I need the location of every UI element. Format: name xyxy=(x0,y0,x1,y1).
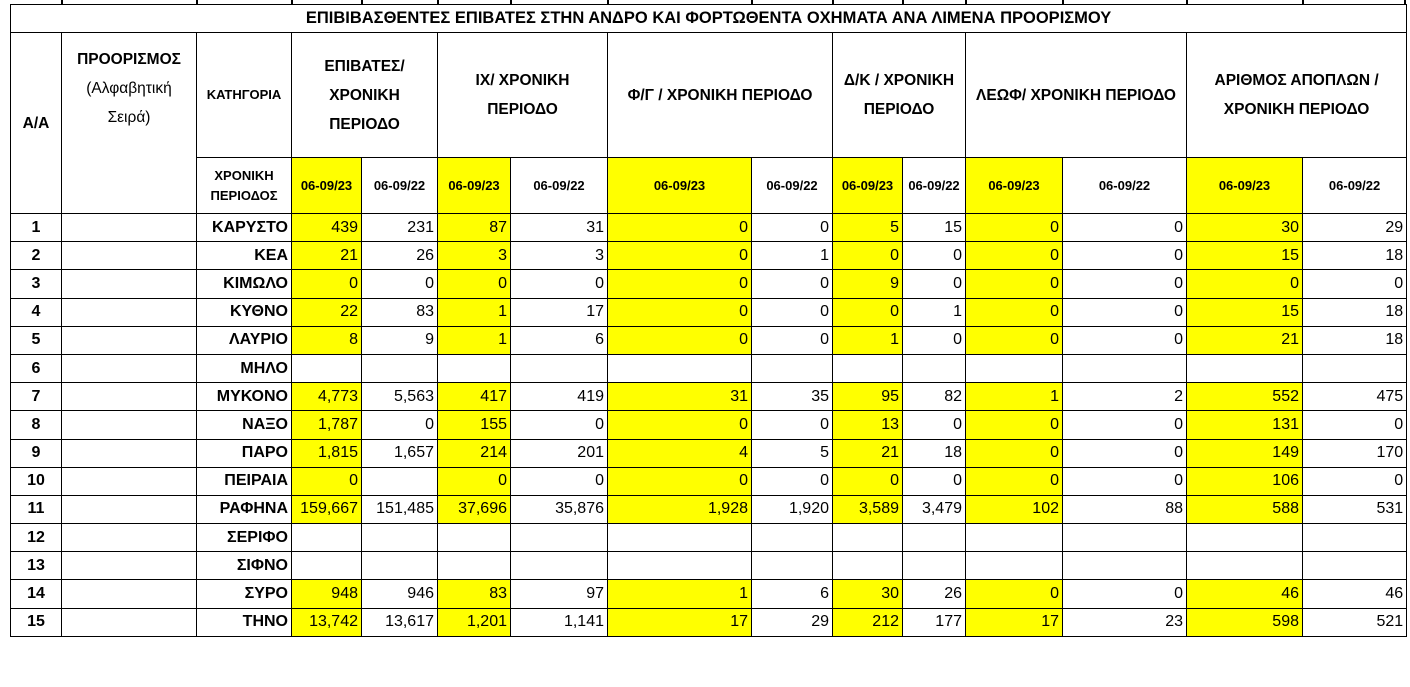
value-previous: 0 xyxy=(752,326,833,354)
value-previous xyxy=(362,354,438,382)
value-previous xyxy=(1303,552,1407,580)
destination-name: ΣΥΡΟ xyxy=(197,580,292,608)
value-current: 83 xyxy=(438,580,511,608)
destination-name: ΚΙΜΩΛΟ xyxy=(197,270,292,298)
row-spacer xyxy=(62,580,197,608)
destination-name: ΜΗΛΟ xyxy=(197,354,292,382)
value-current: 21 xyxy=(833,439,903,467)
table-row xyxy=(11,242,1407,270)
header-destination-label: ΠΡΟΟΡΙΣΜΟΣ xyxy=(77,51,181,68)
value-previous: 177 xyxy=(903,608,966,636)
table-row xyxy=(11,270,1407,298)
value-previous: 0 xyxy=(1303,270,1407,298)
value-previous: 0 xyxy=(1063,326,1187,354)
row-number: 11 xyxy=(11,495,62,523)
destination-name: ΚΑΡΥΣΤΟ xyxy=(197,214,292,242)
header-date-previous: 06-09/22 xyxy=(1063,158,1187,214)
value-current: 4,773 xyxy=(292,383,362,411)
destination-name: ΛΑΥΡΙΟ xyxy=(197,326,292,354)
value-current: 95 xyxy=(833,383,903,411)
header-group-tankers: Δ/Κ / ΧΡΟΝΙΚΗ ΠΕΡΙΟΔΟ xyxy=(833,33,966,158)
value-previous: 0 xyxy=(511,270,608,298)
table-row xyxy=(11,552,1407,580)
value-current: 0 xyxy=(966,298,1063,326)
value-current: 1,928 xyxy=(608,495,752,523)
header-date-previous: 06-09/22 xyxy=(362,158,438,214)
value-previous: 18 xyxy=(903,439,966,467)
value-previous: 0 xyxy=(903,270,966,298)
table-row xyxy=(11,524,1407,552)
header-date-previous: 06-09/22 xyxy=(752,158,833,214)
value-previous xyxy=(903,354,966,382)
value-previous: 18 xyxy=(1303,242,1407,270)
value-current: 0 xyxy=(608,298,752,326)
value-current xyxy=(966,354,1063,382)
header-group-departures: ΑΡΙΘΜΟΣ ΑΠΟΠΛΩΝ / ΧΡΟΝΙΚΗ ΠΕΡΙΟΔΟ xyxy=(1187,33,1407,158)
value-previous: 17 xyxy=(511,298,608,326)
row-spacer xyxy=(62,467,197,495)
row-number: 15 xyxy=(11,608,62,636)
value-current xyxy=(966,552,1063,580)
value-current: 3,589 xyxy=(833,495,903,523)
header-date-previous: 06-09/22 xyxy=(1303,158,1407,214)
destination-name: ΣΙΦΝΟ xyxy=(197,552,292,580)
table-row xyxy=(11,354,1407,382)
row-spacer xyxy=(62,608,197,636)
value-current: 0 xyxy=(292,270,362,298)
value-previous: 26 xyxy=(362,242,438,270)
value-current: 214 xyxy=(438,439,511,467)
header-date-current: 06-09/23 xyxy=(292,158,362,214)
value-current: 0 xyxy=(833,242,903,270)
value-current: 0 xyxy=(608,270,752,298)
value-current: 17 xyxy=(608,608,752,636)
value-previous xyxy=(752,354,833,382)
value-previous: 9 xyxy=(362,326,438,354)
value-current xyxy=(438,354,511,382)
value-current: 0 xyxy=(438,270,511,298)
value-current: 131 xyxy=(1187,411,1303,439)
value-previous xyxy=(752,524,833,552)
value-previous: 3 xyxy=(511,242,608,270)
value-current: 0 xyxy=(833,467,903,495)
header-period: ΧΡΟΝΙΚΗ ΠΕΡΙΟΔΟΣ xyxy=(197,158,292,214)
value-current: 1 xyxy=(833,326,903,354)
value-current: 0 xyxy=(608,411,752,439)
value-current: 30 xyxy=(833,580,903,608)
table-row xyxy=(11,411,1407,439)
row-spacer xyxy=(62,411,197,439)
value-previous: 946 xyxy=(362,580,438,608)
value-current xyxy=(608,552,752,580)
value-current: 30 xyxy=(1187,214,1303,242)
table-body xyxy=(11,214,1407,637)
value-current: 3 xyxy=(438,242,511,270)
header-date-current: 06-09/23 xyxy=(833,158,903,214)
value-current xyxy=(833,552,903,580)
value-current: 87 xyxy=(438,214,511,242)
destination-name: ΠΕΙΡΑΙΑ xyxy=(197,467,292,495)
value-current: 0 xyxy=(438,467,511,495)
value-previous xyxy=(362,524,438,552)
value-previous: 0 xyxy=(752,467,833,495)
row-spacer xyxy=(62,270,197,298)
value-previous: 18 xyxy=(1303,326,1407,354)
value-previous: 521 xyxy=(1303,608,1407,636)
value-current xyxy=(608,524,752,552)
value-previous: 6 xyxy=(511,326,608,354)
row-number: 9 xyxy=(11,439,62,467)
value-previous xyxy=(511,552,608,580)
destination-name: ΤΗΝΟ xyxy=(197,608,292,636)
value-previous: 6 xyxy=(752,580,833,608)
value-previous: 0 xyxy=(903,411,966,439)
destination-name: ΚΥΘΝΟ xyxy=(197,298,292,326)
value-current: 0 xyxy=(966,467,1063,495)
value-previous: 0 xyxy=(903,326,966,354)
value-current: 0 xyxy=(608,242,752,270)
value-previous: 0 xyxy=(1303,467,1407,495)
value-previous xyxy=(511,354,608,382)
table-row xyxy=(11,608,1407,636)
value-previous: 5,563 xyxy=(362,383,438,411)
row-spacer xyxy=(62,354,197,382)
value-current: 155 xyxy=(438,411,511,439)
value-current: 1 xyxy=(608,580,752,608)
statistics-table xyxy=(10,4,1407,637)
header-destination xyxy=(62,33,197,214)
row-spacer xyxy=(62,214,197,242)
row-spacer xyxy=(62,495,197,523)
value-current: 417 xyxy=(438,383,511,411)
value-current: 159,667 xyxy=(292,495,362,523)
destination-name: ΡΑΦΗΝΑ xyxy=(197,495,292,523)
value-current: 439 xyxy=(292,214,362,242)
value-current xyxy=(292,354,362,382)
header-destination-note: (Αλφαβητική Σειρά) xyxy=(86,80,172,126)
row-spacer xyxy=(62,242,197,270)
value-current: 4 xyxy=(608,439,752,467)
value-current: 0 xyxy=(966,242,1063,270)
value-current xyxy=(833,524,903,552)
value-current xyxy=(292,524,362,552)
value-previous: 531 xyxy=(1303,495,1407,523)
header-category: ΚΑΤΗΓΟΡΙΑ xyxy=(197,33,292,158)
value-current: 8 xyxy=(292,326,362,354)
value-previous: 0 xyxy=(511,411,608,439)
value-current xyxy=(833,354,903,382)
value-previous: 0 xyxy=(752,270,833,298)
value-current: 102 xyxy=(966,495,1063,523)
table-row xyxy=(11,439,1407,467)
value-previous: 35,876 xyxy=(511,495,608,523)
row-number: 14 xyxy=(11,580,62,608)
value-previous: 1 xyxy=(903,298,966,326)
value-current: 21 xyxy=(292,242,362,270)
value-current: 0 xyxy=(966,411,1063,439)
value-previous xyxy=(362,467,438,495)
value-previous: 1,920 xyxy=(752,495,833,523)
value-previous: 0 xyxy=(1063,580,1187,608)
value-current: 15 xyxy=(1187,242,1303,270)
value-previous xyxy=(903,552,966,580)
value-current: 0 xyxy=(1187,270,1303,298)
value-previous: 3,479 xyxy=(903,495,966,523)
table-row xyxy=(11,580,1407,608)
header-group-trucks: Φ/Γ / ΧΡΟΝΙΚΗ ΠΕΡΙΟΔΟ xyxy=(608,33,833,158)
header-group-passengers: ΕΠΙΒΑΤΕΣ/ ΧΡΟΝΙΚΗ ΠΕΡΙΟΔΟ xyxy=(292,33,438,158)
value-previous: 151,485 xyxy=(362,495,438,523)
value-previous: 1,657 xyxy=(362,439,438,467)
value-previous: 0 xyxy=(903,467,966,495)
value-current: 0 xyxy=(966,439,1063,467)
value-current: 149 xyxy=(1187,439,1303,467)
value-previous: 82 xyxy=(903,383,966,411)
table-title: ΕΠΙΒΙΒΑΣΘΕΝΤΕΣ ΕΠΙΒΑΤΕΣ ΣΤΗΝ ΑΝΔΡΟ ΚΑΙ ΦΟΡΤΩΘΕΝΤΑ ΟΧΗΜΑΤΑ ΑΝΑ ΛΙΜΕΝΑ ΠΡΟΟΡΙΣΜΟΥ xyxy=(11,5,1407,33)
value-previous xyxy=(1303,524,1407,552)
value-previous xyxy=(903,524,966,552)
value-previous: 46 xyxy=(1303,580,1407,608)
value-current: 1,815 xyxy=(292,439,362,467)
value-current: 0 xyxy=(966,270,1063,298)
value-current: 0 xyxy=(966,580,1063,608)
value-previous: 0 xyxy=(1063,242,1187,270)
value-previous: 0 xyxy=(511,467,608,495)
row-spacer xyxy=(62,439,197,467)
value-previous: 26 xyxy=(903,580,966,608)
header-date-current: 06-09/23 xyxy=(1187,158,1303,214)
value-current: 598 xyxy=(1187,608,1303,636)
value-current: 588 xyxy=(1187,495,1303,523)
value-previous: 2 xyxy=(1063,383,1187,411)
value-current: 1,787 xyxy=(292,411,362,439)
row-number: 8 xyxy=(11,411,62,439)
row-number: 7 xyxy=(11,383,62,411)
row-number: 3 xyxy=(11,270,62,298)
value-previous: 201 xyxy=(511,439,608,467)
value-current: 1 xyxy=(966,383,1063,411)
value-previous: 15 xyxy=(903,214,966,242)
value-previous: 31 xyxy=(511,214,608,242)
value-previous: 35 xyxy=(752,383,833,411)
value-current: 1 xyxy=(438,298,511,326)
value-current: 948 xyxy=(292,580,362,608)
value-current: 0 xyxy=(608,467,752,495)
header-date-current: 06-09/23 xyxy=(966,158,1063,214)
value-current xyxy=(966,524,1063,552)
value-previous: 1 xyxy=(752,242,833,270)
destination-name: ΠΑΡΟ xyxy=(197,439,292,467)
value-current xyxy=(1187,524,1303,552)
value-previous: 419 xyxy=(511,383,608,411)
value-current xyxy=(438,552,511,580)
row-number: 13 xyxy=(11,552,62,580)
value-previous: 0 xyxy=(1063,270,1187,298)
row-spacer xyxy=(62,383,197,411)
value-previous: 5 xyxy=(752,439,833,467)
header-date-current: 06-09/23 xyxy=(608,158,752,214)
destination-name: ΜΥΚΟΝΟ xyxy=(197,383,292,411)
value-current: 0 xyxy=(292,467,362,495)
value-previous xyxy=(1063,524,1187,552)
value-current: 9 xyxy=(833,270,903,298)
table-row xyxy=(11,383,1407,411)
value-previous: 0 xyxy=(1063,214,1187,242)
value-current: 5 xyxy=(833,214,903,242)
value-current: 37,696 xyxy=(438,495,511,523)
row-spacer xyxy=(62,298,197,326)
value-previous: 170 xyxy=(1303,439,1407,467)
row-number: 6 xyxy=(11,354,62,382)
row-number: 10 xyxy=(11,467,62,495)
row-spacer xyxy=(62,326,197,354)
value-previous xyxy=(362,552,438,580)
value-current: 0 xyxy=(833,298,903,326)
row-number: 5 xyxy=(11,326,62,354)
value-current xyxy=(292,552,362,580)
header-date-previous: 06-09/22 xyxy=(511,158,608,214)
value-previous xyxy=(511,524,608,552)
value-previous: 0 xyxy=(1063,439,1187,467)
value-previous: 1,141 xyxy=(511,608,608,636)
value-previous: 29 xyxy=(752,608,833,636)
value-current: 1,201 xyxy=(438,608,511,636)
value-previous: 475 xyxy=(1303,383,1407,411)
value-previous: 0 xyxy=(362,270,438,298)
value-previous: 88 xyxy=(1063,495,1187,523)
value-previous: 97 xyxy=(511,580,608,608)
value-current: 0 xyxy=(966,214,1063,242)
value-current: 46 xyxy=(1187,580,1303,608)
destination-name: ΣΕΡΙΦΟ xyxy=(197,524,292,552)
header-group-cars: ΙΧ/ ΧΡΟΝΙΚΗ ΠΕΡΙΟΔΟ xyxy=(438,33,608,158)
value-previous: 18 xyxy=(1303,298,1407,326)
value-current xyxy=(438,524,511,552)
row-number: 12 xyxy=(11,524,62,552)
value-previous: 83 xyxy=(362,298,438,326)
value-previous: 0 xyxy=(1063,411,1187,439)
table-row xyxy=(11,326,1407,354)
table-row xyxy=(11,467,1407,495)
table-row xyxy=(11,298,1407,326)
value-current: 13 xyxy=(833,411,903,439)
row-number: 1 xyxy=(11,214,62,242)
value-current: 0 xyxy=(966,326,1063,354)
header-date-current: 06-09/23 xyxy=(438,158,511,214)
value-previous: 0 xyxy=(752,411,833,439)
value-current xyxy=(1187,552,1303,580)
value-current: 552 xyxy=(1187,383,1303,411)
value-previous: 0 xyxy=(1303,411,1407,439)
value-previous: 231 xyxy=(362,214,438,242)
value-previous xyxy=(1063,552,1187,580)
value-previous: 13,617 xyxy=(362,608,438,636)
value-previous: 23 xyxy=(1063,608,1187,636)
destination-name: ΚΕΑ xyxy=(197,242,292,270)
value-current xyxy=(608,354,752,382)
value-previous: 0 xyxy=(1063,298,1187,326)
header-aa: Α/Α xyxy=(11,33,62,214)
value-current: 17 xyxy=(966,608,1063,636)
value-previous: 29 xyxy=(1303,214,1407,242)
value-previous: 0 xyxy=(752,214,833,242)
header-group-buses: ΛΕΩΦ/ ΧΡΟΝΙΚΗ ΠΕΡΙΟΔΟ xyxy=(966,33,1187,158)
destination-name: ΝΑΞΟ xyxy=(197,411,292,439)
table-row xyxy=(11,214,1407,242)
value-current: 31 xyxy=(608,383,752,411)
row-spacer xyxy=(62,552,197,580)
value-previous: 0 xyxy=(752,298,833,326)
value-current: 1 xyxy=(438,326,511,354)
header-date-previous: 06-09/22 xyxy=(903,158,966,214)
row-spacer xyxy=(62,524,197,552)
value-previous xyxy=(752,552,833,580)
value-previous: 0 xyxy=(362,411,438,439)
value-current: 21 xyxy=(1187,326,1303,354)
table-row xyxy=(11,495,1407,523)
value-previous xyxy=(1063,354,1187,382)
row-number: 2 xyxy=(11,242,62,270)
value-previous xyxy=(1303,354,1407,382)
value-previous: 0 xyxy=(1063,467,1187,495)
value-current: 22 xyxy=(292,298,362,326)
value-current: 0 xyxy=(608,214,752,242)
value-previous: 0 xyxy=(903,242,966,270)
value-current: 212 xyxy=(833,608,903,636)
value-current: 0 xyxy=(608,326,752,354)
value-current xyxy=(1187,354,1303,382)
value-current: 15 xyxy=(1187,298,1303,326)
value-current: 13,742 xyxy=(292,608,362,636)
row-number: 4 xyxy=(11,298,62,326)
value-current: 106 xyxy=(1187,467,1303,495)
